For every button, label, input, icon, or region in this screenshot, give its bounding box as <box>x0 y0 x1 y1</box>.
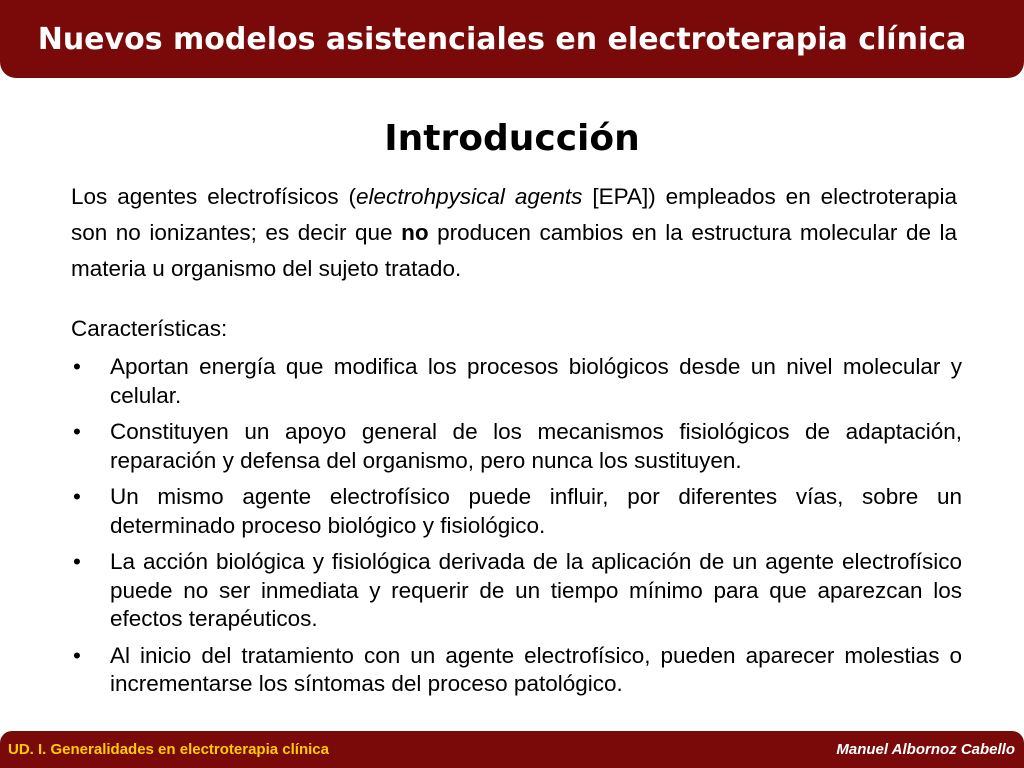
slide-heading: Introducción <box>384 118 640 159</box>
bullet-line: La acción biológica y fisiológica derivada de la aplicación de un agente electrofísico <box>110 549 962 574</box>
footer-bar <box>0 731 1024 768</box>
characteristics-label: Características: <box>71 316 228 341</box>
bullet-line: Aportan energía que modifica los procesos biológicos desde un nivel molecular y <box>110 354 962 379</box>
intro-text: Los agentes electrofísicos ( <box>71 184 357 209</box>
intro-term-italic: electrohpysical agents <box>356 184 583 209</box>
intro-emphasis-bold: no <box>401 220 429 245</box>
footer-author: Manuel Albornoz Cabello <box>836 741 1015 758</box>
intro-line <box>71 179 957 215</box>
bullet-line: Constituyen un apoyo general de los mecanismos fisiológicos de adaptación, <box>110 419 962 444</box>
intro-line <box>71 215 957 251</box>
bullet-line: Un mismo agente electrofísico puede influir, por diferentes vías, sobre un <box>110 484 962 509</box>
intro-line: materia u organismo del sujeto tratado. <box>71 256 462 281</box>
intro-text: son no ionizantes; es decir que <box>71 220 402 245</box>
characteristics-list <box>71 353 962 699</box>
footer-unit-title: UD. I. Generalidades en electroterapia clínica <box>8 741 329 758</box>
list-item <box>71 642 962 699</box>
bullet-line: Al inicio del tratamiento con un agente electrofísico, pueden aparecer molestias o <box>110 642 962 668</box>
bullet-line: efectos terapéuticos. <box>110 606 318 632</box>
bullet-marker: • <box>73 549 81 574</box>
bullet-line: celular. <box>110 382 182 408</box>
list-item <box>71 353 962 410</box>
intro-text: [EPA]) empleados en electroterapia <box>582 184 957 209</box>
intro-paragraph <box>71 179 957 287</box>
bullet-marker: • <box>73 484 81 509</box>
bullet-line: determinado proceso biológico y fisiológico. <box>110 512 546 538</box>
bullet-line: incrementarse los síntomas del proceso patológico. <box>110 671 623 697</box>
list-item <box>71 483 962 540</box>
bullet-line: puede no ser inmediata y requerir de un tiempo mínimo para que aparezcan los <box>110 577 962 603</box>
list-item <box>71 418 962 475</box>
presentation-title: Nuevos modelos asistenciales en electroterapia clínica <box>37 22 967 57</box>
bullet-marker: • <box>73 354 81 379</box>
intro-text: producen cambios en la estructura molecular de la <box>428 220 958 245</box>
list-item <box>71 548 962 634</box>
bullet-marker: • <box>73 419 81 444</box>
bullet-line: reparación y defensa del organismo, pero nunca los sustituyen. <box>110 447 742 473</box>
bullet-marker: • <box>73 642 81 668</box>
header-bar <box>0 0 1024 78</box>
